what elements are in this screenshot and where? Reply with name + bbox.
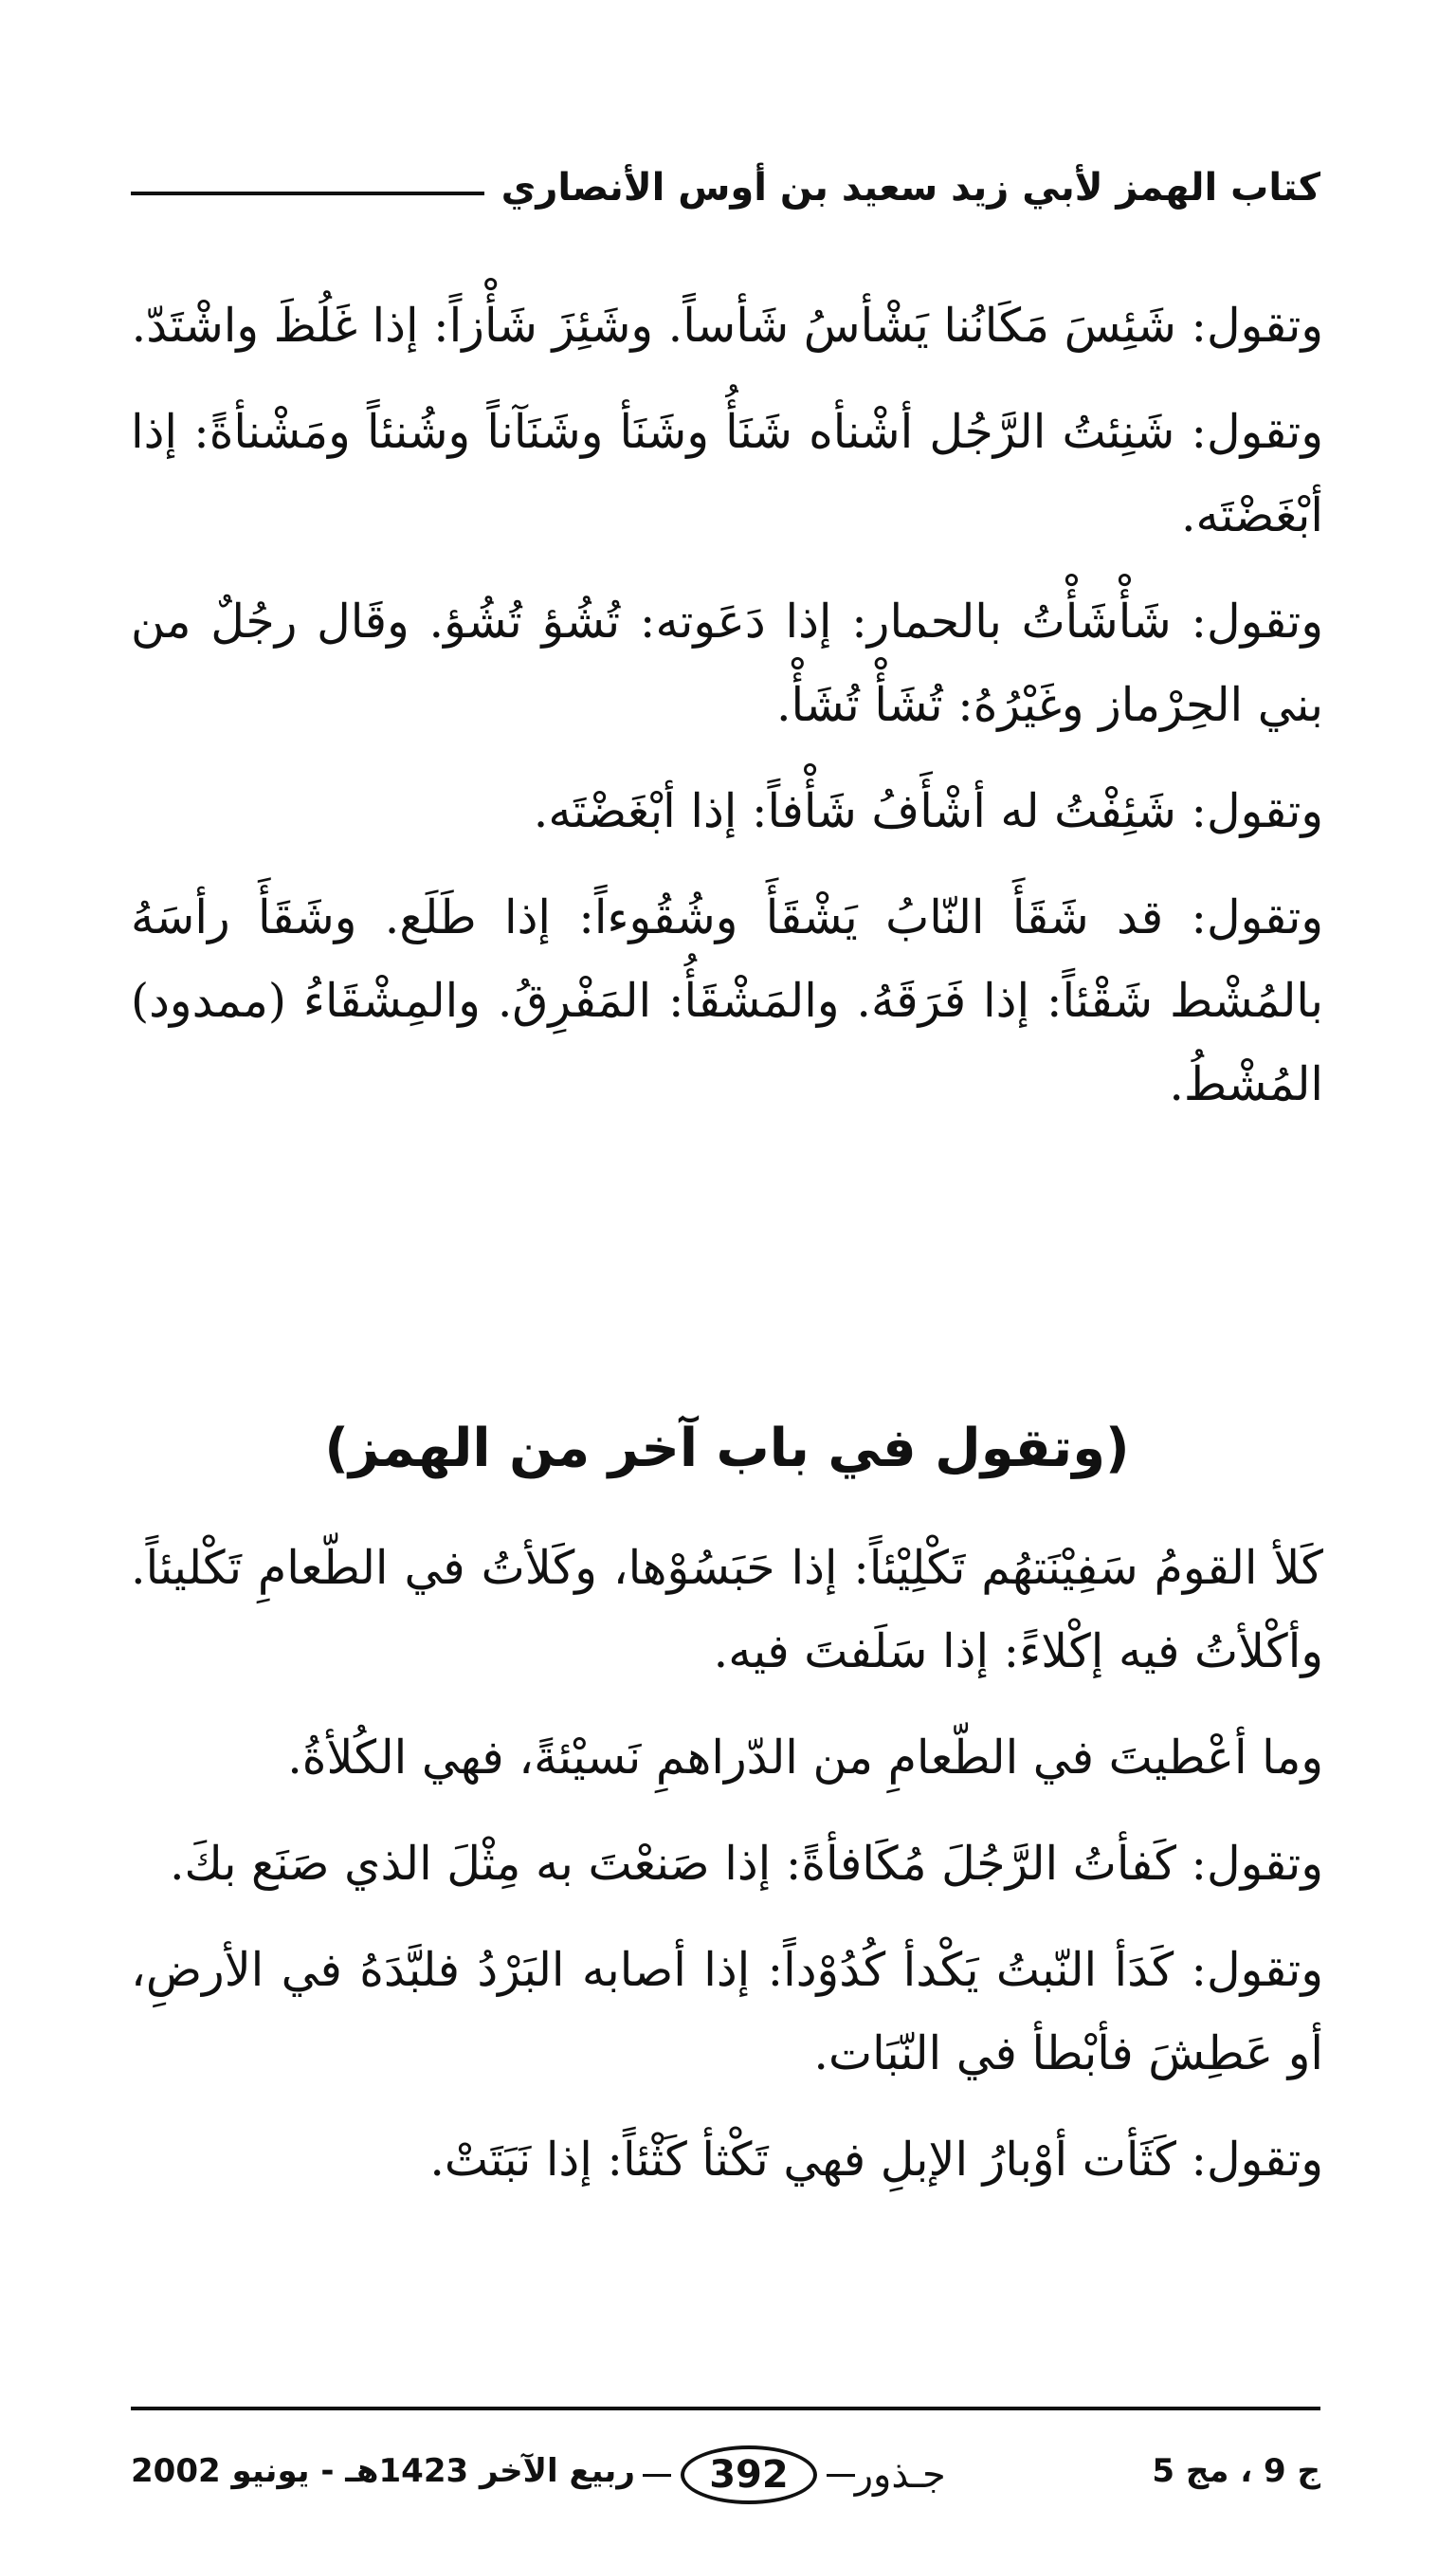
footer-journal <box>624 2437 965 2513</box>
page-footer <box>131 2437 1320 2513</box>
paragraph: وتقول: شَئِسَ مَكَانُنا يَشْأسُ شَأساً. وشَئِزَ شَأْزاً: إذا غَلُظَ واشْتَدّ. <box>131 299 1323 353</box>
paragraph: وتقول: كَثَأت أوْبارُ الإبلِ فهي تَكْثأ كَثْئاً: إذا نَبَتَتْ. <box>429 2133 1323 2187</box>
section-heading: (وتقول في باب آخر من الهمز) <box>324 1418 1130 1479</box>
running-head <box>131 166 1320 210</box>
footer-rule <box>131 2407 1320 2410</box>
running-head-rule <box>131 192 484 195</box>
footer-volume: ج 9 ، مج 5 <box>1152 2452 1320 2490</box>
journal-bar-right <box>827 2474 855 2477</box>
paragraph: وتقول: قد شَقَأَ النّابُ يَشْقَأَ وشُقُوءاً: إذا طَلَع. وشَقَأَ رأسَهُ بالمُشْط شَقْئاً: إذا فَرَقَهُ. والمَشْقَأُ: المَفْرِقُ. والمِشْقَاءُ (ممدود) المُشْطُ. <box>131 890 1323 1111</box>
paragraph: وتقول: كَفأتُ الرَّجُلَ مُكَافأةً: إذا صَنعْتَ به مِثْلَ الذي صَنَع بكَ. <box>169 1837 1323 1891</box>
running-head-title: كتاب الهمز لأبي زيد سعيد بن أوس الأنصاري <box>500 166 1320 210</box>
paragraph: وتقول: كَدَأ النّبتُ يَكْدأ كُدُوْداً: إذا أصابه البَرْدُ فلبَّدَهُ في الأرضِ، أو عَطِشَ فأبْطأ في النّبَات. <box>131 1943 1323 2080</box>
paragraph: وتقول: شَئِفْتُ له أشْأَفُ شَأْفاً: إذا أبْغَضْتَه. <box>533 784 1323 838</box>
section-2-text <box>131 1527 1323 2225</box>
journal-name: جـذور <box>854 2453 946 2497</box>
section-1-text <box>131 284 1323 1149</box>
paragraph: وما أعْطيتَ في الطّعامِ من الدّراهمِ نَسيْئةً، فهي الكُلأةُ. <box>287 1731 1323 1785</box>
page-number: 392 <box>681 2445 817 2504</box>
paragraph: كَلأ القومُ سَفِيْنَتهُم تَكْلِيْئاً: إذا حَبَسُوْها، وكَلأتُ في الطّعامِ تَكْليئاً. وأكْلأتُ فيه إكْلاءً: إذا سَلَفتَ فيه. <box>131 1541 1323 1678</box>
journal-bar-left <box>643 2474 671 2477</box>
footer-date: ربيع الآخر 1423هـ - يونيو 2002 <box>131 2452 635 2490</box>
paragraph: وتقول: شَنِئتُ الرَّجُل أشْنأه شَنَأُ وشَنَأ وشَنَآناً وشُنئاً ومَشْنأةً: إذا أبْغَضْتَه. <box>131 405 1323 542</box>
paragraph: وتقول: شَأْشَأْتُ بالحمار: إذا دَعَوته: تُشُؤ تُشُؤ. وقَال رجُلٌ من بني الحِرْماز وغَيْرُهُ: تُشَأْ تُشَأْ. <box>131 595 1323 732</box>
